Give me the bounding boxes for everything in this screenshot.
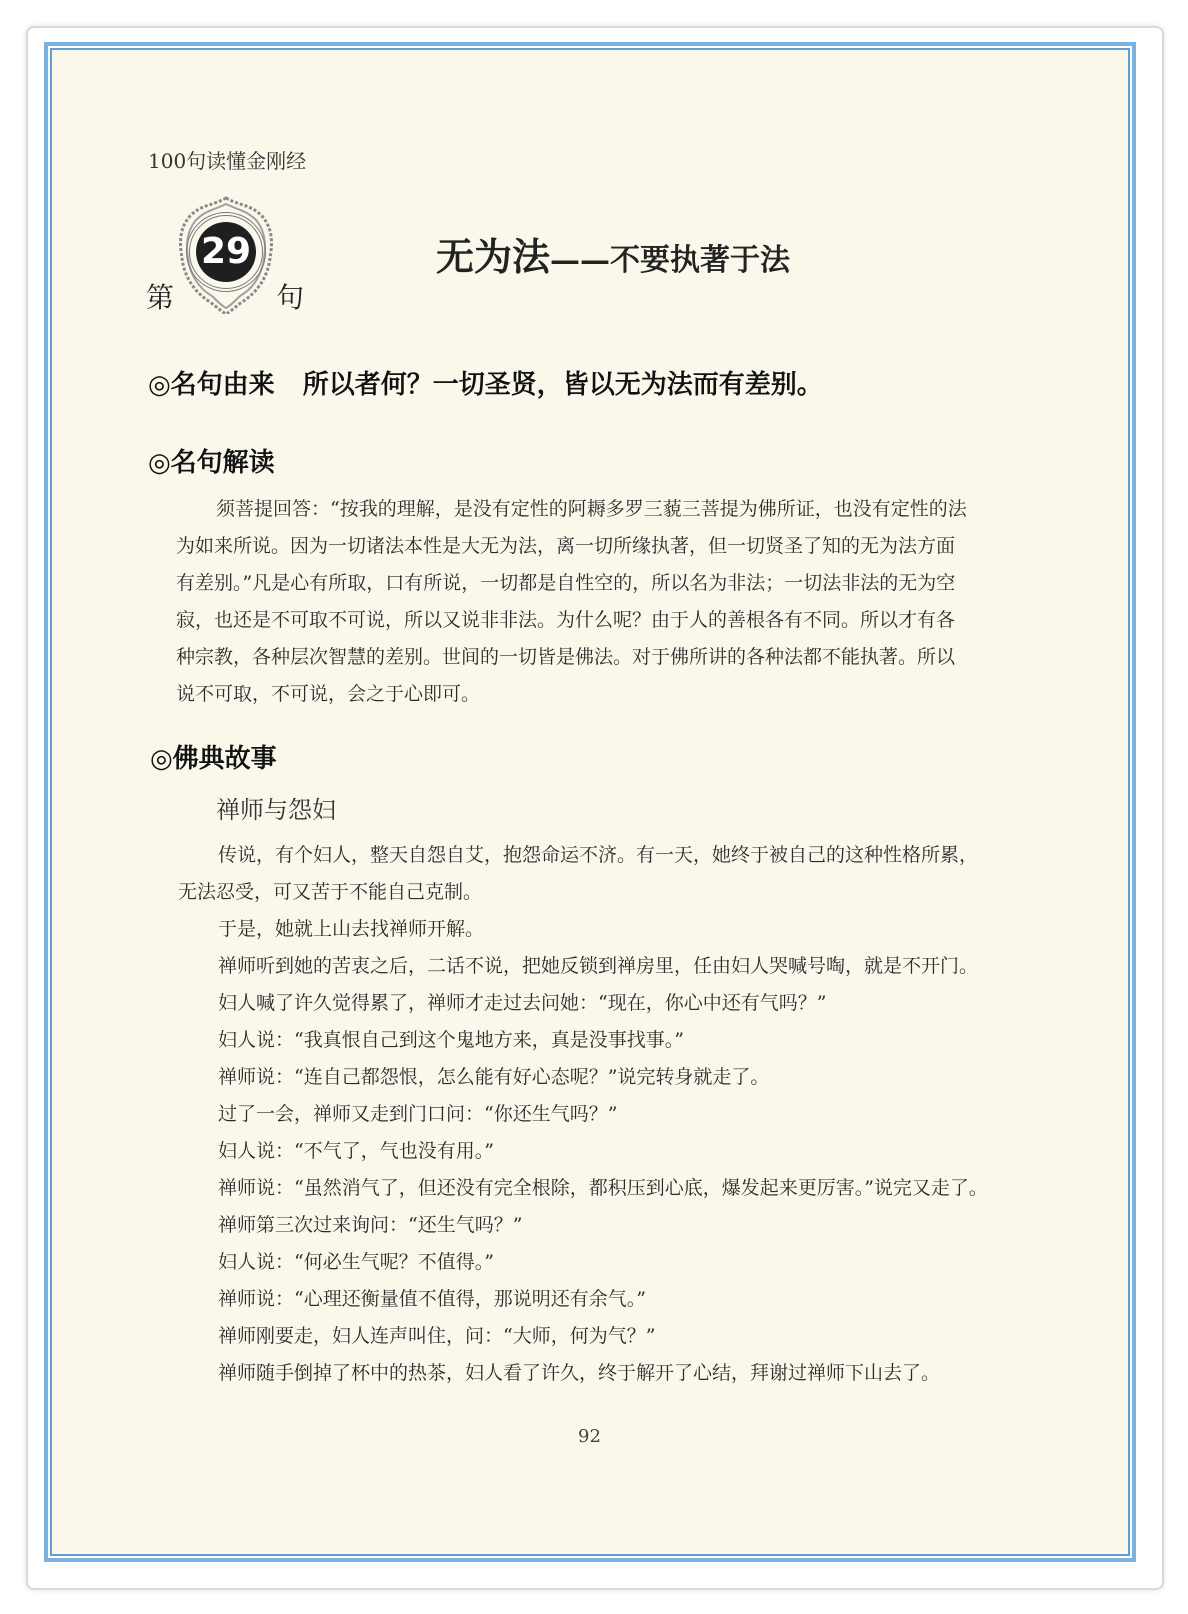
story-line: 于是，她就上山去找禅师开解。 (218, 918, 485, 940)
story-line: 禅师随手倒掉了杯中的热茶，妇人看了许久，终于解开了心结，拜谢过禅师下山去了。 (218, 1362, 941, 1384)
story-line: 妇人说：“我真恨自己到这个鬼地方来，真是没事找事。” (218, 1029, 684, 1051)
section-interpretation-heading: ◎名句解读 (148, 448, 275, 478)
chapter-number: 29 (196, 222, 256, 282)
interpretation-line: 寂，也还是不可取不可说，所以又说非非法。为什么呢？由于人的善根各有不同。所以才有各 (176, 609, 956, 631)
chapter-title (436, 226, 790, 281)
story-line: 无法忍受，可又苦于不能自己克制。 (178, 881, 483, 903)
chapter-label-di: 第 (146, 281, 175, 314)
section-story-heading: ◎佛典故事 (150, 744, 277, 774)
chapter-title-sub: ——不要执著于法 (550, 243, 791, 278)
story-line: 传说，有个妇人，整天自怨自艾，抱怨命运不济。有一天，她终于被自己的这种性格所累， (218, 844, 979, 866)
story-line: 禅师说：“虽然消气了，但还没有完全根除，都积压到心底，爆发起来更厉害。”说完又走了。 (218, 1177, 988, 1199)
interpretation-line: 说不可取，不可说，会之于心即可。 (176, 683, 481, 705)
interpretation-line: 为如来所说。因为一切诸法本性是大无为法，离一切所缘执著，但一切贤圣了知的无为法方面 (176, 535, 956, 557)
chapter-label-ju: 句 (276, 281, 305, 314)
story-line: 妇人说：“何必生气呢？不值得。” (218, 1251, 494, 1273)
page-number: 92 (578, 1426, 601, 1447)
story-line: 禅师第三次过来询问：“还生气吗？” (218, 1214, 523, 1236)
section-origin-heading: ◎名句由来 (148, 370, 275, 400)
story-line: 妇人喊了许久觉得累了，禅师才走过去问她：“现在，你心中还有气吗？” (218, 992, 827, 1014)
story-line: 禅师刚要走，妇人连声叫住，问：“大师，何为气？” (218, 1325, 656, 1347)
story-line: 禅师说：“心理还衡量值不值得，那说明还有余气。” (218, 1288, 646, 1310)
story-line: 禅师听到她的苦衷之后，二话不说，把她反锁到禅房里，任由妇人哭喊号啕，就是不开门。 (218, 955, 979, 977)
famous-quote: 所以者何？一切圣贤，皆以无为法而有差别。 (302, 370, 823, 400)
interpretation-line: 须菩提回答：“按我的理解，是没有定性的阿耨多罗三藐三菩提为佛所证，也没有定性的法 (216, 498, 967, 520)
story-title: 禅师与怨妇 (216, 796, 336, 824)
interpretation-line: 有差别。”凡是心有所取，口有所说，一切都是自性空的，所以名为非法；一切法非法的无为空 (176, 572, 956, 594)
chapter-title-main: 无为法 (436, 235, 551, 279)
running-head: 100句读懂金刚经 (148, 149, 307, 173)
interpretation-line: 种宗教，各种层次智慧的差别。世间的一切皆是佛法。对于佛所讲的各种法都不能执著。所以 (176, 646, 956, 668)
story-line: 过了一会，禅师又走到门口问：“你还生气吗？” (218, 1103, 618, 1125)
chapter-badge (140, 196, 320, 320)
story-line: 妇人说：“不气了，气也没有用。” (218, 1140, 494, 1162)
section-origin (148, 364, 823, 401)
story-line: 禅师说：“连自己都怨恨，怎么能有好心态呢？”说完转身就走了。 (218, 1066, 770, 1088)
